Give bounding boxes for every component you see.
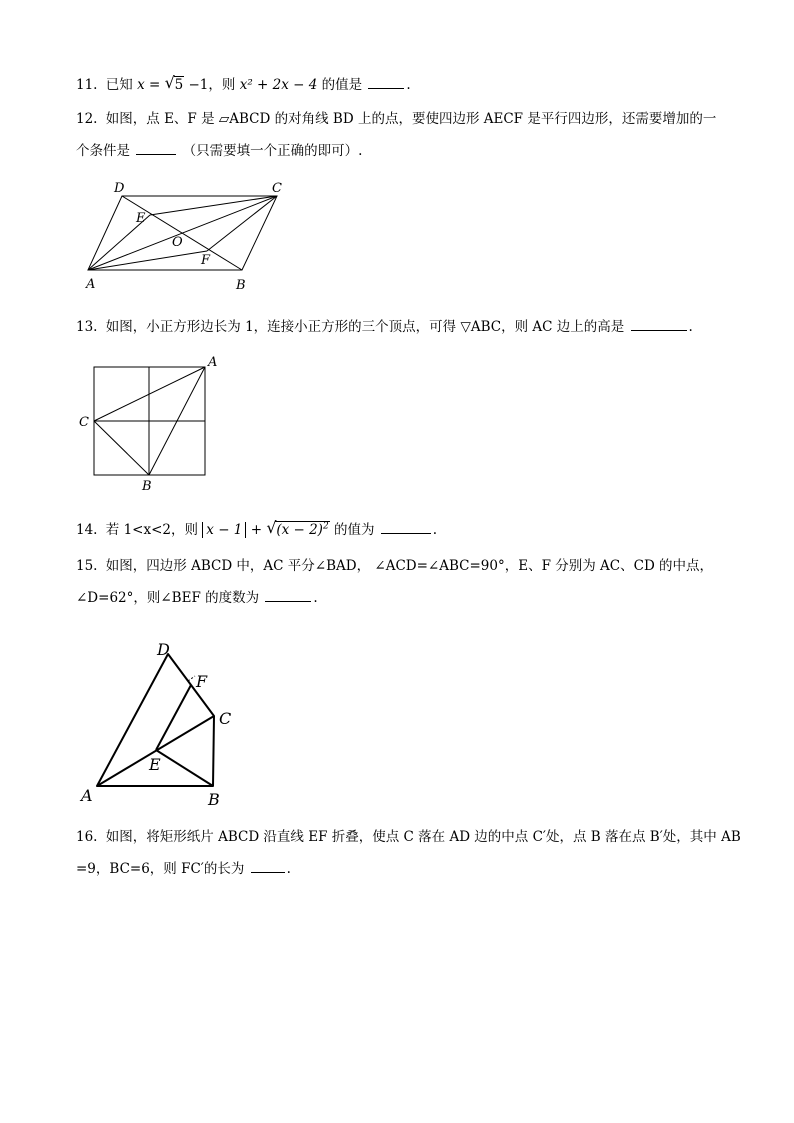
period: . <box>286 861 291 877</box>
question-text: 如图，将矩形纸片 ABCD 沿直线 EF 折叠，使点 C 落在 AD 边的中点 C′处，点 B 落在点 B′处，其中 AB <box>105 829 741 845</box>
sqrt-argument: $(x - 2)^2$ <box>276 521 329 538</box>
period: . <box>406 77 411 93</box>
question-text: 个条件是 <box>76 143 130 159</box>
variable-x: x <box>137 77 145 93</box>
question-text: 若 1<x<2，则 <box>105 522 198 538</box>
point-label-e: E <box>136 211 146 226</box>
vertex-label-a: A <box>208 355 218 370</box>
vertex-label-b: B <box>142 479 152 494</box>
vertex-label-a: A <box>86 277 96 292</box>
point-label-f: F <box>196 672 208 691</box>
period: . <box>688 319 693 335</box>
math-expression: x² + 2x − 4 <box>239 77 318 93</box>
vertex-label-c: C <box>219 709 232 728</box>
question-16-line2 <box>76 860 291 878</box>
question-number: 14. <box>76 522 98 538</box>
plus-sign: + <box>250 522 263 538</box>
question-text: 的值为 <box>333 522 375 538</box>
absolute-value-expression: x − 1 <box>202 522 246 538</box>
question-16-line1 <box>76 828 741 846</box>
period: . <box>432 522 438 538</box>
question-text: =9，BC=6，则 FC′的长为 <box>76 861 245 877</box>
question-number: 15. <box>76 558 98 574</box>
radical-icon: √ <box>266 518 277 537</box>
vertex-label-c: C <box>79 415 89 430</box>
vertex-label-c: C <box>272 181 282 196</box>
radical-icon: √ <box>164 73 175 92</box>
sqrt-argument: 5 <box>174 77 184 93</box>
point-label-f: F <box>201 253 211 268</box>
question-text: 的值是 <box>321 77 363 93</box>
exponent: 2 <box>322 521 329 532</box>
question-number: 12. <box>76 111 98 127</box>
question-number: 16. <box>76 829 98 845</box>
question-text: 如图，小正方形边长为 1，连接小正方形的三个顶点，可得 ▽ABC，则 AC 边上的高是 <box>105 319 625 335</box>
period: . <box>313 590 318 606</box>
question-text: 如图，点 E、F 是 ▱ABCD 的对角线 BD 上的点，要使四边形 AECF 是平行四边形，还需要增加的一 <box>105 111 717 127</box>
question-number: 11. <box>76 77 98 93</box>
question-text: （只需要填一个正确的即可）. <box>182 143 363 159</box>
vertex-label-b: B <box>208 790 220 809</box>
question-text: ∠D=62°，则∠BEF 的度数为 <box>76 590 260 606</box>
point-label-o: O <box>172 235 183 250</box>
question-text: 已知 <box>105 77 133 93</box>
vertex-label-d: D <box>114 181 125 196</box>
vertex-label-b: B <box>236 278 246 293</box>
answer-blank[interactable] <box>251 860 285 873</box>
vertex-label-d: D <box>157 640 170 659</box>
question-text: −1，则 <box>188 77 236 93</box>
question-text: 如图，四边形 ABCD 中，AC 平分∠BAD， ∠ACD=∠ABC=90°，E、F 分别为 AC、CD 的中点， <box>105 558 714 574</box>
question-number: 13. <box>76 319 98 335</box>
point-label-e: E <box>149 755 161 774</box>
equals-sign: = <box>149 77 161 93</box>
vertex-label-a: A <box>81 786 93 805</box>
